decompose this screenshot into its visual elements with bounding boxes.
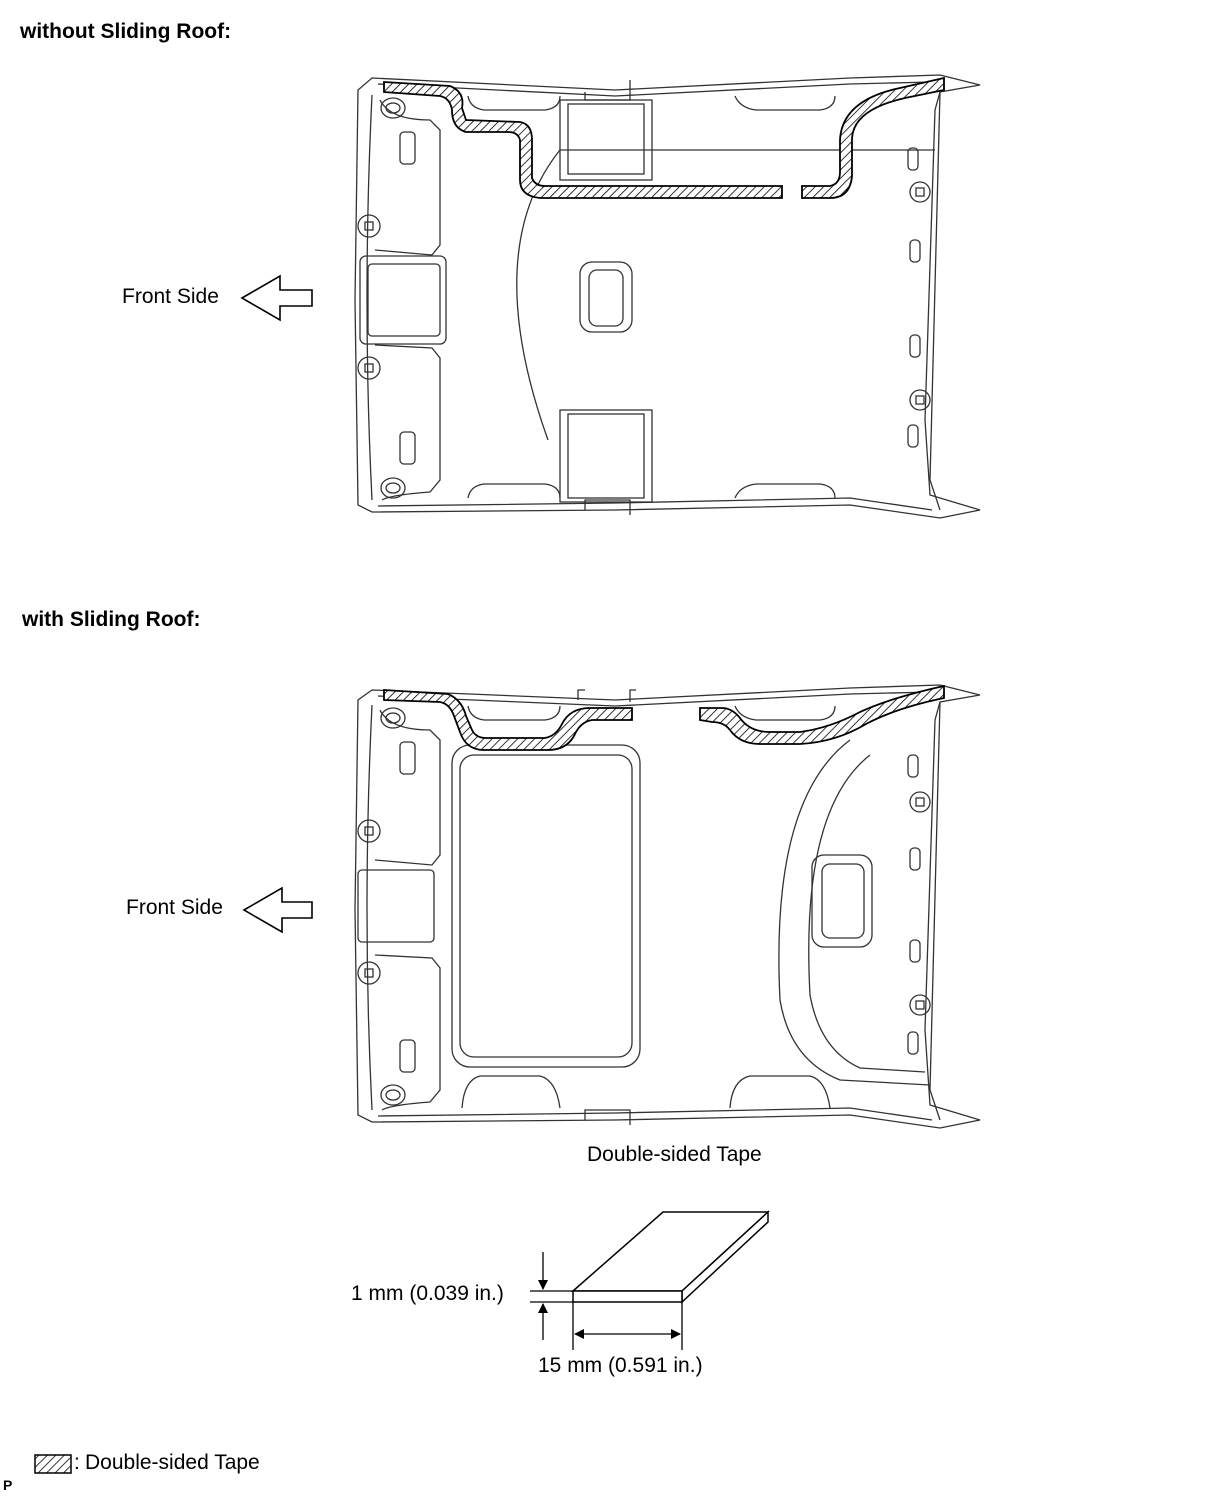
headliner-outline-1 (355, 75, 980, 518)
front-arrow-icon-2 (244, 888, 312, 932)
tape-strips-2 (384, 686, 944, 750)
legend-label: Double-sided Tape (85, 1451, 260, 1474)
hatch-swatch-icon (35, 1455, 71, 1473)
front-arrow-icon-1 (242, 276, 312, 320)
corner-mark: P (3, 1477, 13, 1493)
tape-strip-front-right-2 (700, 686, 944, 744)
front-side-label-1: Front Side (122, 285, 219, 308)
legend-separator: : (74, 1451, 80, 1474)
headliner-outline-2 (355, 685, 980, 1128)
tape-section-icon (573, 1212, 768, 1302)
tape-width-label: 15 mm (0.591 in.) (538, 1354, 703, 1377)
section2-heading: with Sliding Roof: (22, 608, 201, 631)
front-side-label-2: Front Side (126, 896, 223, 919)
tape-detail-title: Double-sided Tape (587, 1143, 762, 1166)
tape-thickness-label: 1 mm (0.039 in.) (351, 1282, 504, 1305)
tape-strip-front-right-1 (802, 78, 944, 198)
section1-heading: without Sliding Roof: (20, 20, 232, 43)
